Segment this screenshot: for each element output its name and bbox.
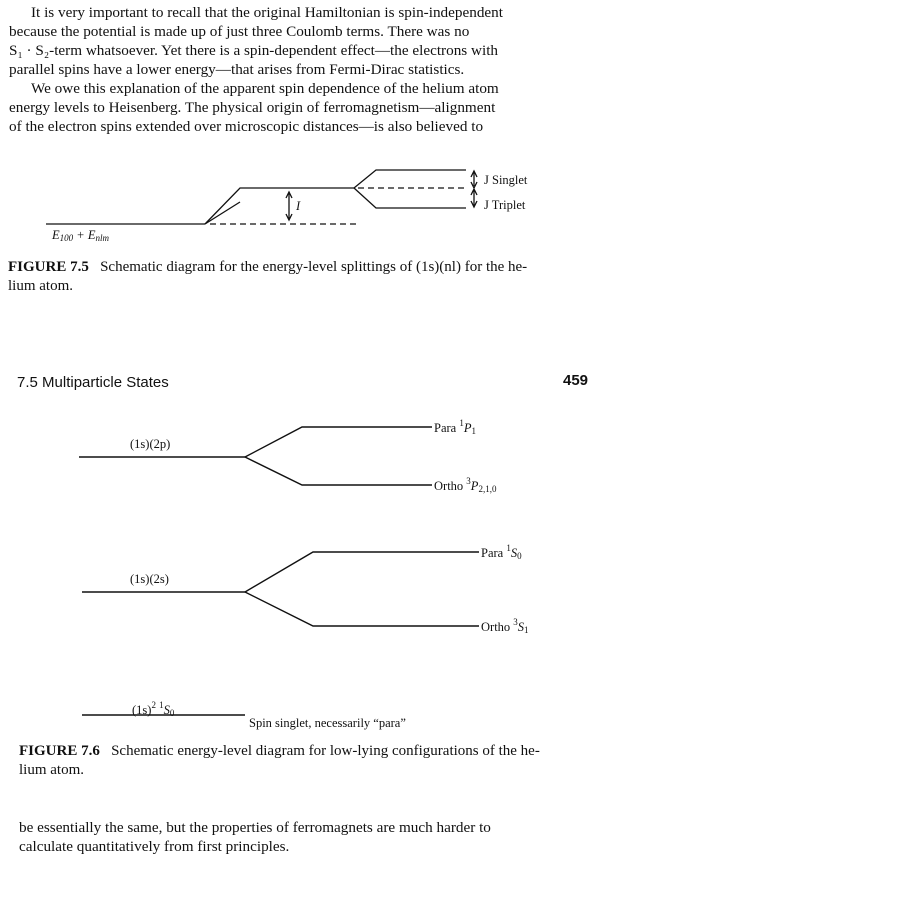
fig75-triplet-label: J Triplet [484,198,526,212]
text-line: It is very important to recall that the original Hamiltonian is spin-independent [31,4,503,21]
config-2p-label: (1s)(2p) [130,437,171,451]
page-number: 459 [563,372,589,389]
fig75-upper-branch [205,188,354,224]
fig76-para-P-level [245,427,432,457]
closing-paragraph [19,818,491,856]
text-line: be essentially the same, but the properties of ferromagnets are much harder to [19,819,491,836]
text-line: because the potential is made up of just three Coulomb terms. There was no [9,23,470,40]
fig75-singlet-label: J Singlet [484,173,528,187]
fig76-caption: FIGURE 7.6 Schematic energy-level diagram for low-lying configurations of the he- lium atom. [19,743,540,778]
fig76-para-S-level [245,552,479,592]
spin-singlet-label: Spin singlet, necessarily “para” [249,716,406,730]
fig75-I-label: I [296,199,301,213]
fig76-ortho-S-level [245,592,479,626]
text-line: We owe this explanation of the apparent spin dependence of the helium atom [31,80,499,97]
ortho-S-label: Ortho $^3S_1$ [481,617,529,635]
section-header: 7.5 Multiparticle States [17,374,169,391]
fig75-diagram [46,170,477,224]
config-2s-label: (1s)(2s) [130,572,169,586]
fig75-singlet-level [354,170,466,188]
fig75-caption: FIGURE 7.5 Schematic diagram for the energy-level splittings of (1s)(nl) for the he- lium atom. [8,259,528,294]
text-line: S₁ · S₂-term whatsoever. Yet there is a spin-dependent effect—the electrons with [9,42,499,59]
para-S-label: Para $^1S_0$ [481,543,522,561]
fig75-base-label: $E_{100} + E_{nlm}$ [52,228,109,243]
text-line: calculate quantitatively from first principles. [19,838,290,855]
ortho-P-label: Ortho $^3P_{2,1,0}$ [434,476,497,494]
text-line: of the electron spins extended over microscopic distances—is also believed to [9,118,484,135]
text-line: energy levels to Heisenberg. The physical origin of ferromagnetism—alignment [9,99,496,116]
config-ground-label: $(1s)^2$ $^1S_0$ [132,700,175,718]
fig75-triplet-level [354,188,466,208]
text-line: parallel spins have a lower energy—that arises from Fermi-Dirac statistics. [9,61,465,78]
fig76-ortho-P-level [245,457,432,485]
para-P-label: Para $^1P_1$ [434,418,476,436]
fig76-diagram [79,427,479,715]
